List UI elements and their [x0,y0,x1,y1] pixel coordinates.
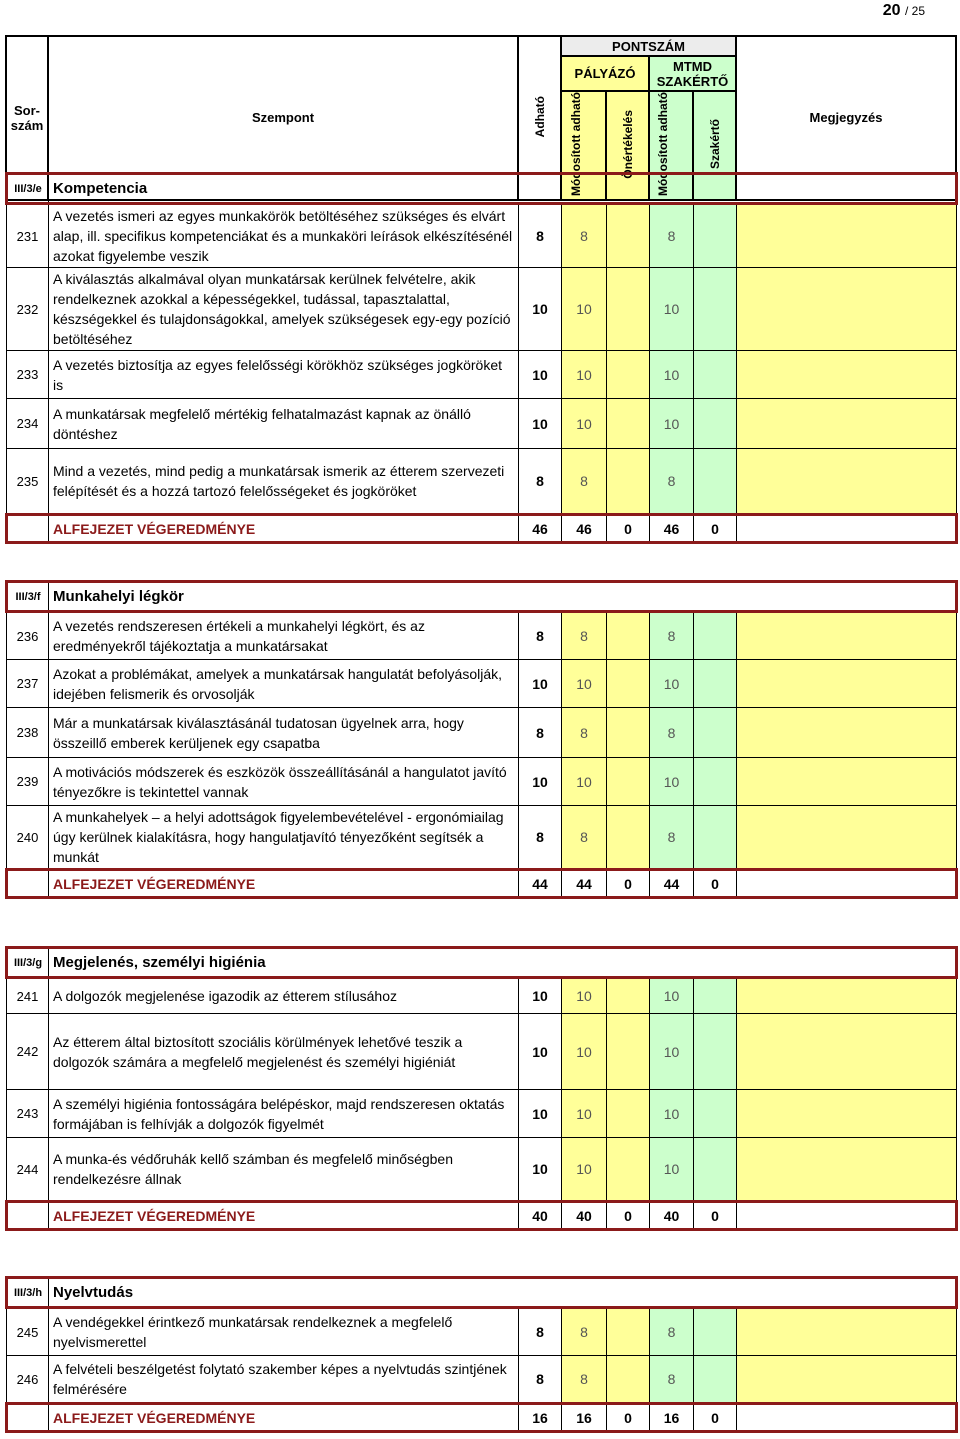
row-onertekeles [607,978,650,1014]
table-row [7,1308,957,1356]
row-modositott-adhato: 8 [562,449,607,515]
row-onertekeles [607,660,650,708]
col-megjegyzes: Megjegyzés [736,36,956,200]
summary-row [7,1404,957,1432]
row-szakerto [694,758,737,806]
row-modositott-adhato: 8 [562,1356,607,1404]
row-adhato: 10 [519,758,562,806]
row-modositott-adhato-2: 10 [650,1138,694,1202]
row-onertekeles [607,1308,650,1356]
row-id: 240 [7,806,49,870]
row-megjegyzes [737,612,957,660]
section-title: Kompetencia [49,174,957,204]
row-onertekeles [607,449,650,515]
row-adhato: 10 [519,1090,562,1138]
table-row [7,1356,957,1404]
row-onertekeles [607,399,650,449]
summary-label: ALFEJEZET VÉGEREDMÉNYE [49,1404,519,1432]
col-szempont: Szempont [48,36,518,200]
row-onertekeles [607,612,650,660]
row-adhato: 8 [519,806,562,870]
row-adhato: 8 [519,204,562,268]
row-modositott-adhato: 10 [562,1090,607,1138]
summary-label: ALFEJEZET VÉGEREDMÉNYE [49,870,519,898]
section-table [5,946,958,1231]
row-text: Az étterem által biztosított szociális körülmények lehetővé teszik a dolgozók számára a megfelelő megjelenést és személyi higiéniát [49,1014,519,1090]
table-row [7,1014,957,1090]
row-id: 236 [7,612,49,660]
row-szakerto [694,1014,737,1090]
page-number [883,2,925,20]
row-id: 232 [7,268,49,351]
row-onertekeles [607,204,650,268]
row-adhato: 8 [519,612,562,660]
row-id: 238 [7,708,49,758]
summary-row [7,870,957,898]
row-szakerto [694,399,737,449]
row-megjegyzes [737,758,957,806]
row-adhato: 8 [519,1356,562,1404]
table-row [7,758,957,806]
summary-modositott: 44 [562,870,607,898]
row-szakerto [694,449,737,515]
row-text: Mind a vezetés, mind pedig a munkatársak ismerik az étterem szervezeti felépítését és a hozzá tartozó felelősségeket és jogköröket [49,449,519,515]
row-text: A személyi higiénia fontosságára belépéskor, majd rendszeresen oktatás formájában is felhívják a dolgozók figyelmét [49,1090,519,1138]
summary-adhato: 44 [519,870,562,898]
section-code: III/3/f [7,582,49,612]
row-modositott-adhato: 10 [562,758,607,806]
row-id: 243 [7,1090,49,1138]
row-adhato: 10 [519,268,562,351]
summary-spacer [7,1404,49,1432]
table-row [7,660,957,708]
section-title: Megjelenés, személyi higiénia [49,948,957,978]
row-id: 246 [7,1356,49,1404]
row-text: A munkatársak megfelelő mértékig felhatalmazást kapnak az önálló döntéshez [49,399,519,449]
row-szakerto [694,978,737,1014]
row-id: 233 [7,351,49,399]
row-id: 237 [7,660,49,708]
row-text: A vezetés rendszeresen értékeli a munkahelyi légkört, és az eredményekről tájékoztatja a munkatársakat [49,612,519,660]
col-modositott-adhato: Módosított adható [561,91,606,200]
summary-megjegyzes [737,870,957,898]
section-title: Munkahelyi légkör [49,582,957,612]
summary-spacer [7,870,49,898]
table-row [7,268,957,351]
row-onertekeles [607,268,650,351]
col-pontszam: PONTSZÁM [561,36,736,56]
row-adhato: 10 [519,1014,562,1090]
col-mtmd-szakerto: MTMD SZAKÉRTŐ [649,56,736,91]
row-adhato: 8 [519,449,562,515]
row-modositott-adhato-2: 10 [650,1014,694,1090]
section-table [5,580,958,899]
row-modositott-adhato-2: 10 [650,399,694,449]
row-adhato: 10 [519,351,562,399]
section-table [5,172,958,544]
row-text: A vezetés ismeri az egyes munkakörök betöltéséhez szükséges és elvárt alap, ill. specifikus kompetenciákat és a munkaköri leírások elkészítésénél azokat figyelembe veszik [49,204,519,268]
row-modositott-adhato-2: 8 [650,708,694,758]
row-szakerto [694,1138,737,1202]
row-modositott-adhato-2: 10 [650,660,694,708]
row-text: A dolgozók megjelenése igazodik az étterem stílusához [49,978,519,1014]
row-modositott-adhato: 10 [562,351,607,399]
summary-adhato: 46 [519,515,562,543]
row-onertekeles [607,1356,650,1404]
row-megjegyzes [737,1356,957,1404]
col-sorszam: Sor- szám [6,36,48,200]
row-text: Azokat a problémákat, amelyek a munkatársak hangulatát befolyásolják, idejében felismerik és orvosolják [49,660,519,708]
summary-modositott: 46 [562,515,607,543]
table-row [7,708,957,758]
row-modositott-adhato: 8 [562,204,607,268]
row-modositott-adhato: 8 [562,708,607,758]
row-szakerto [694,708,737,758]
summary-onertekeles: 0 [607,1404,650,1432]
row-adhato: 10 [519,660,562,708]
row-megjegyzes [737,708,957,758]
row-id: 245 [7,1308,49,1356]
summary-szakerto: 0 [694,1202,737,1230]
row-modositott-adhato: 8 [562,1308,607,1356]
row-id: 235 [7,449,49,515]
col-modositott-adhato-2: Módosított adható [649,91,693,200]
row-modositott-adhato-2: 8 [650,1356,694,1404]
row-adhato: 8 [519,708,562,758]
row-modositott-adhato: 10 [562,1014,607,1090]
summary-modositott: 40 [562,1202,607,1230]
summary-onertekeles: 0 [607,1202,650,1230]
row-szakerto [694,612,737,660]
summary-modositott-2: 40 [650,1202,694,1230]
table-row [7,351,957,399]
section-title: Nyelvtudás [49,1278,957,1308]
row-id: 234 [7,399,49,449]
row-text: A vendégekkel érintkező munkatársak rendelkeznek a megfelelő nyelvismerettel [49,1308,519,1356]
row-megjegyzes [737,351,957,399]
row-megjegyzes [737,978,957,1014]
row-modositott-adhato: 8 [562,806,607,870]
section-code: III/3/g [7,948,49,978]
section-code: III/3/e [7,174,49,204]
summary-adhato: 16 [519,1404,562,1432]
row-onertekeles [607,806,650,870]
col-onertekeles: Önértékelés [606,91,649,200]
row-adhato: 10 [519,1138,562,1202]
row-text: A munkahelyek – a helyi adottságok figyelembevételével - ergonómiailag úgy kerülnek kialakításra, hogy hangulatjavító tényezőként segítsék a munkát [49,806,519,870]
row-id: 239 [7,758,49,806]
row-megjegyzes [737,449,957,515]
row-adhato: 8 [519,1308,562,1356]
summary-modositott-2: 46 [650,515,694,543]
page-current: 20 [882,2,901,19]
page-total: / 25 [904,4,925,18]
summary-spacer [7,515,49,543]
row-id: 242 [7,1014,49,1090]
summary-megjegyzes [737,1404,957,1432]
row-id: 241 [7,978,49,1014]
row-modositott-adhato-2: 8 [650,1308,694,1356]
summary-onertekeles: 0 [607,870,650,898]
summary-row [7,515,957,543]
row-megjegyzes [737,1014,957,1090]
summary-szakerto: 0 [694,515,737,543]
row-adhato: 10 [519,399,562,449]
table-row [7,1090,957,1138]
row-onertekeles [607,351,650,399]
section-code: III/3/h [7,1278,49,1308]
table-row [7,612,957,660]
row-megjegyzes [737,268,957,351]
summary-label: ALFEJEZET VÉGEREDMÉNYE [49,515,519,543]
row-onertekeles [607,1138,650,1202]
row-modositott-adhato-2: 10 [650,1090,694,1138]
row-megjegyzes [737,204,957,268]
row-megjegyzes [737,1090,957,1138]
summary-megjegyzes [737,1202,957,1230]
summary-modositott-2: 44 [650,870,694,898]
row-szakerto [694,351,737,399]
row-text: A motivációs módszerek és eszközök összeállításánál a hangulatot javító tényezőkre is tekintettel vannak [49,758,519,806]
row-szakerto [694,1308,737,1356]
row-megjegyzes [737,1308,957,1356]
row-modositott-adhato: 10 [562,399,607,449]
table-row [7,449,957,515]
row-adhato: 10 [519,978,562,1014]
summary-spacer [7,1202,49,1230]
summary-megjegyzes [737,515,957,543]
summary-row [7,1202,957,1230]
table-row [7,978,957,1014]
row-modositott-adhato-2: 8 [650,204,694,268]
table-row [7,1138,957,1202]
row-modositott-adhato: 10 [562,660,607,708]
summary-szakerto: 0 [694,1404,737,1432]
summary-adhato: 40 [519,1202,562,1230]
table-row [7,399,957,449]
summary-modositott: 16 [562,1404,607,1432]
row-szakerto [694,806,737,870]
row-onertekeles [607,708,650,758]
row-szakerto [694,268,737,351]
row-szakerto [694,1090,737,1138]
row-text: A kiválasztás alkalmával olyan munkatársak kerülnek felvételre, akik rendelkeznek azokkal a képességekkel, tudással, tapasztalattal, készségekkel és tulajdonságokkal, amelyek szükségesek egy-egy pozíció betöltéséhez [49,268,519,351]
col-palyazo: PÁLYÁZÓ [561,56,649,91]
summary-modositott-2: 16 [650,1404,694,1432]
row-modositott-adhato: 10 [562,1138,607,1202]
row-text: Már a munkatársak kiválasztásánál tudatosan ügyelnek arra, hogy összeillő emberek kerüljenek egy csapatba [49,708,519,758]
row-megjegyzes [737,806,957,870]
row-onertekeles [607,1014,650,1090]
summary-label: ALFEJEZET VÉGEREDMÉNYE [49,1202,519,1230]
row-modositott-adhato: 8 [562,612,607,660]
summary-onertekeles: 0 [607,515,650,543]
row-onertekeles [607,758,650,806]
row-megjegyzes [737,399,957,449]
row-modositott-adhato-2: 10 [650,351,694,399]
row-text: A felvételi beszélgetést folytató szakember képes a nyelvtudás szintjének felmérésére [49,1356,519,1404]
row-text: A munka-és védőruhák kellő számban és megfelelő minőségben rendelkezésre állnak [49,1138,519,1202]
row-onertekeles [607,1090,650,1138]
row-modositott-adhato-2: 10 [650,978,694,1014]
row-modositott-adhato-2: 8 [650,806,694,870]
row-id: 231 [7,204,49,268]
row-modositott-adhato: 10 [562,978,607,1014]
row-id: 244 [7,1138,49,1202]
table-row [7,204,957,268]
col-szakerto: Szakértő [693,91,736,200]
row-megjegyzes [737,660,957,708]
row-modositott-adhato-2: 10 [650,758,694,806]
row-modositott-adhato-2: 10 [650,268,694,351]
row-szakerto [694,1356,737,1404]
col-adhato: Adható [518,36,561,200]
row-text: A vezetés biztosítja az egyes felelősségi körökhöz szükséges jogköröket is [49,351,519,399]
row-szakerto [694,204,737,268]
section-table [5,1276,958,1433]
table-row [7,806,957,870]
row-megjegyzes [737,1138,957,1202]
summary-szakerto: 0 [694,870,737,898]
row-szakerto [694,660,737,708]
row-modositott-adhato: 10 [562,268,607,351]
row-modositott-adhato-2: 8 [650,449,694,515]
row-modositott-adhato-2: 8 [650,612,694,660]
